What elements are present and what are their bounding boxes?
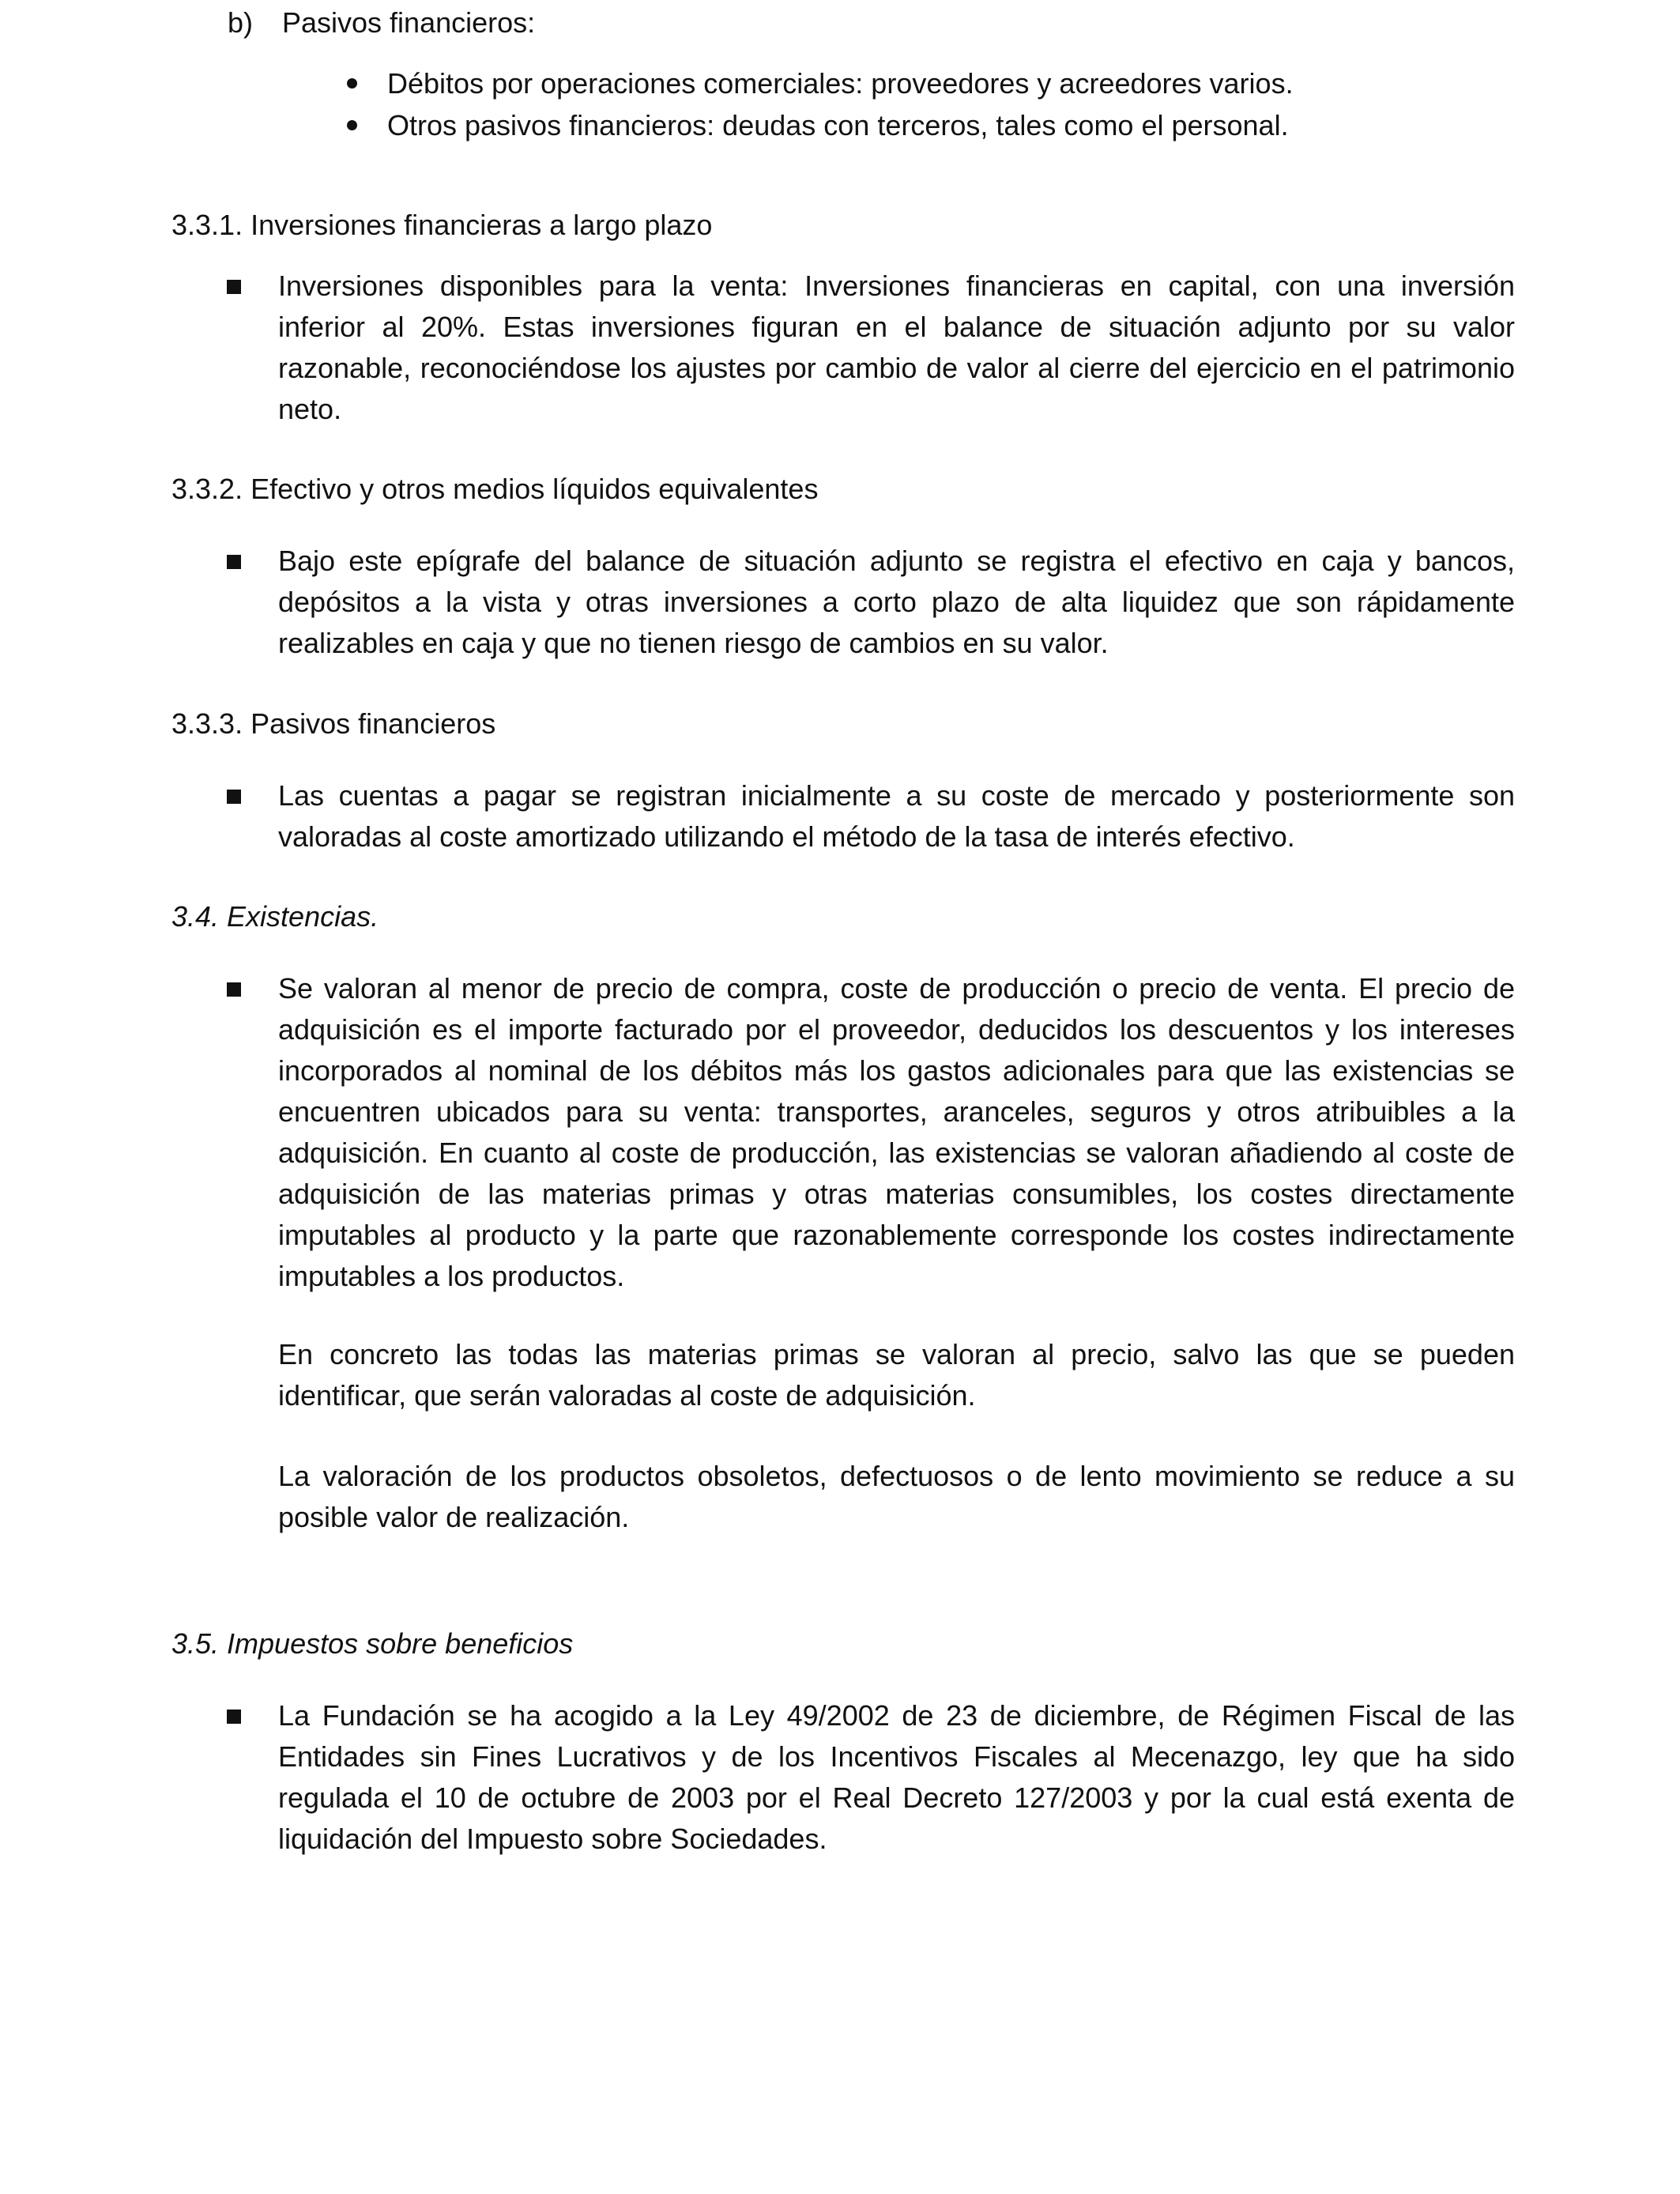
bullet-square bbox=[227, 982, 241, 997]
section-heading-3-3-2: 3.3.2. Efectivo y otros medios líquidos equivalentes bbox=[171, 473, 819, 505]
section-paragraph: Inversiones disponibles para la venta: Inversiones financieras en capital, con una inversión inferior al 20%. Estas inversiones figuran en el balance de situación adjunto por su valor razonable, reconociéndose los ajustes por cambio de valor al cierre del ejercicio en el patrimonio neto. bbox=[278, 270, 1515, 425]
list-item: Débitos por operaciones comerciales: proveedores y acreedores varios. bbox=[387, 67, 1294, 100]
bullet-dot bbox=[347, 120, 357, 130]
bullet-square bbox=[227, 790, 241, 804]
bullet-square bbox=[227, 280, 241, 294]
section-heading-3-3-3: 3.3.3. Pasivos financieros bbox=[171, 707, 496, 740]
section-heading-3-3-1: 3.3.1. Inversiones financieras a largo plazo bbox=[171, 209, 713, 241]
bullet-square bbox=[227, 1710, 241, 1724]
bullet-square bbox=[227, 555, 241, 569]
list-item: Otros pasivos financieros: deudas con terceros, tales como el personal. bbox=[387, 109, 1289, 141]
section-paragraph: Bajo este epígrafe del balance de situación adjunto se registra el efectivo en caja y bancos, depósitos a la vista y otras inversiones a corto plazo de alta liquidez que son rápidamente realizables en caja y que no tienen riesgo de cambios en su valor. bbox=[278, 545, 1515, 659]
section-paragraph: La Fundación se ha acogido a la Ley 49/2002 de 23 de diciembre, de Régimen Fiscal de las Entidades sin Fines Lucrativos y de los Incentivos Fiscales al Mecenazgo, ley que ha sido regulada el 10 de octubre de 2003 por el Real Decreto 127/2003 y por la cual está exenta de liquidación del Impuesto sobre Sociedades. bbox=[278, 1699, 1515, 1855]
list-marker-b: b) bbox=[228, 6, 254, 39]
section-paragraph: Se valoran al menor de precio de compra, coste de producción o precio de venta. El precio de adquisición es el importe facturado por el proveedor, deducidos los descuentos y los intereses incorporados al nominal de los débitos más los gastos adicionales para que las existencias se encuentren ubicados para su venta: transportes, aranceles, seguros y otros atribuibles a la adquisición. En cuanto al coste de producción, las existencias se valoran añadiendo al coste de adquisición de las materias primas y otras materias consumibles, los costes directamente imputables al producto y la parte que razonablemente corresponde los costes indirectamente imputables a los productos. bbox=[278, 972, 1515, 1292]
section-heading-3-5: 3.5. Impuestos sobre beneficios bbox=[171, 1627, 574, 1660]
section-paragraph: En concreto las todas las materias primas se valoran al precio, salvo las que se pueden identificar, que serán valoradas al coste de adquisición. bbox=[278, 1338, 1515, 1412]
section-heading-3-4: 3.4. Existencias. bbox=[171, 900, 379, 933]
bullet-dot bbox=[347, 78, 357, 89]
subsection-label: Pasivos financieros: bbox=[282, 6, 536, 39]
section-paragraph: Las cuentas a pagar se registran inicialmente a su coste de mercado y posteriormente son valoradas al coste amortizado utilizando el método de la tasa de interés efectivo. bbox=[278, 779, 1515, 853]
section-paragraph: La valoración de los productos obsoletos, defectuosos o de lento movimiento se reduce a su posible valor de realización. bbox=[278, 1460, 1515, 1533]
